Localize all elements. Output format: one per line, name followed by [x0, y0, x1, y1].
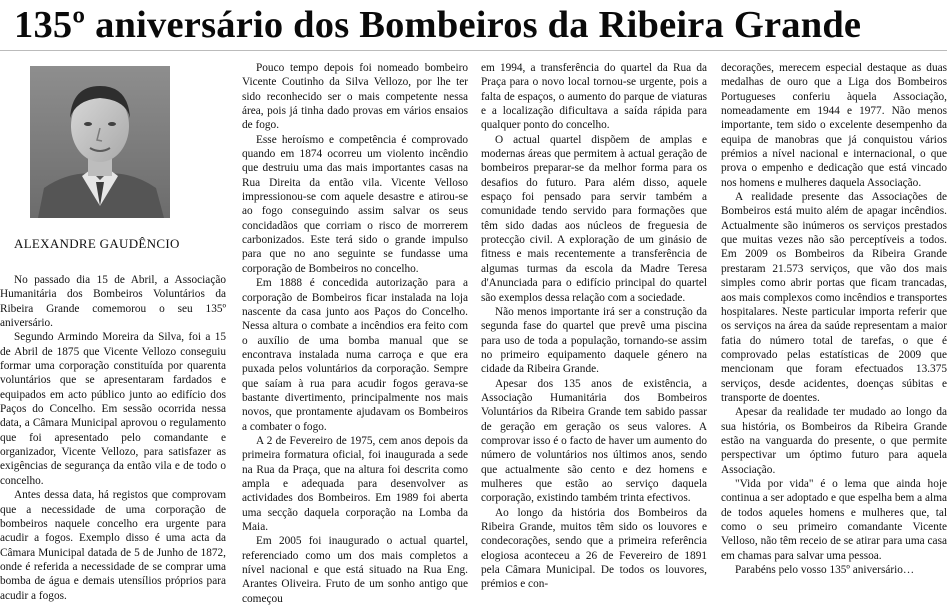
paragraph: No passado dia 15 de Abril, a Associação Humanitária dos Bombeiros Voluntários da Ribeira Grande comemorou o seu 135º aniversário.: [0, 274, 226, 330]
paragraph: Em 2005 foi inaugurado o actual quartel, referenciado como um dos mais completos a nível nacional e que está situado na Rua Eng. Arantes Oliveira. Fruto de um sonho antigo que começou: [242, 535, 468, 605]
paragraph: Apesar dos 135 anos de existência, a Associação Humanitária dos Bombeiros Voluntários da Ribeira Grande tem sabido passar de geração em geração os seus valores. A comprovar isso é o facto de haver um aumento do número de voluntários nos últimos anos, sendo que actualmente são cento e dez homens e mulheres que estão ao serviço daquela corporação, existindo também trinta efectivos.: [481, 377, 707, 505]
column-3: [481, 61, 707, 591]
title-divider: [0, 50, 947, 51]
author-photo: [30, 66, 170, 218]
paragraph: Segundo Armindo Moreira da Silva, foi a 15 de Abril de 1875 que Vicente Vellozo conseguiu formar uma corporação constituída por quarenta voluntários que se apresentaram fardados e equipados em acto público junto ao edifício dos Paços do Concelho. Em sessão ocorrida nessa data, a Câmara Municipal aprovou o regulamento que foi apresentado pelo comandante e organizador, Vicente Vellozo, para satisfazer as exigências de segurança da então vila e de todo o concelho.: [0, 331, 226, 487]
column-2: [242, 61, 468, 605]
paragraph: em 1994, a transferência do quartel da Rua da Praça para o novo local tornou-se urgente, pois a falta de espaços, o aumento do parque de viaturas e a localização dificultava a saída rápida para qualquer ponto do concelho.: [481, 62, 707, 132]
paragraph: A realidade presente das Associações de Bombeiros está muito além de apagar incêndios. Actualmente são inúmeros os serviços prestados que muitas vezes não são perceptíveis a todos. Em 2009 os Bombeiros da Ribeira Grande prestaram 21.573 serviços, que vão dos mais simples como abrir portas que ficam trancadas, aos mais complexos como incêndios e transportes hospitalares. Neste particular importa referir que os serviços na área da saúde representam a maior fatia do número total de tarefas, o que é comprovado pelas estatísticas de 2009 que mencionam que foram efectuados 13.375 serviços, desde acidentes, doenças súbitas e transporte de doentes.: [721, 191, 947, 404]
paragraph: decorações, merecem especial destaque as duas medalhas de ouro que a Liga dos Bombeiros Portugueses conferiu àquela Associação, nomeadamente em 1944 e 1977. Não menos importante, tem sido o excelente desempenho da equipa de manobras que já conquistou vários prémios a nível nacional e internacional, o que prova o empenho e dedicação que está vincado nos homens e mulheres daquela Associação.: [721, 62, 947, 189]
paragraph: A 2 de Fevereiro de 1975, cem anos depois da primeira formatura oficial, foi inaugurada a sede na Rua da Praça, que na altura foi descrita como ampla e adequada para desenvolver as actividades dos Bombeiros. Em 1989 foi aberta uma secção daquela corporação na Lomba da Maia.: [242, 434, 468, 533]
paragraph: O actual quartel dispõem de amplas e modernas áreas que permitem à actual geração de bombeiros preparar-se da melhor forma para os desafios do futuro. Para além disso, aquele espaço foi pensado para servir também a comunidade tendo servido para formações que têm sido dadas aos núcleos de freguesia de protecção civil. A exploração de um ginásio de fitness e mais recentemente a transferência de algumas turmas da escola da Madre Teresa d'Anunciada para o edifício principal do quartel são exemplos dessa relação com a sociedade.: [481, 133, 707, 304]
paragraph: Pouco tempo depois foi nomeado bombeiro Vicente Coutinho da Silva Vellozo, por lhe ter sido reconhecido ser o mais competente nessa área, pois já tinha dado provas em vários ensaios de fogo.: [242, 62, 468, 132]
column-4: [721, 61, 947, 591]
author-name: ALEXANDRE GAUDÊNCIO: [14, 236, 180, 251]
column-1: [0, 273, 226, 602]
portrait-image: [30, 66, 170, 218]
page-title: 135º aniversário dos Bombeiros da Ribeira Grande: [14, 4, 862, 46]
paragraph: Parabéns pelo vosso 135º aniversário…: [735, 564, 915, 577]
paragraph: Esse heroísmo e competência é comprovado quando em 1874 ocorreu um violento incêndio que destruiu uma das mais importantes casas na Rua Direita da então vila. Vicente Velloso impressionou-se com aquele desastre e atirou-se ao fogo conseguindo assim salvar os seus concidadãos que corriam o risco de morrerem carbonizados. Este terá sido o grande impulso para que no ano seguinte se fundasse uma corporação de Bombeiros no concelho.: [242, 133, 468, 275]
paragraph: Apesar da realidade ter mudado ao longo da sua história, os Bombeiros da Ribeira Grande estão na vanguarda do presente, o que permite perspectivar um óptimo futuro para aquela Associação.: [721, 406, 947, 476]
paragraph: Em 1888 é concedida autorização para a corporação de Bombeiros ficar instalada na loja nascente da casa junto aos Paços do Concelho. Nessa altura o combate a incêndios era feito com o auxílio de uma bomba manual que se encontrava instalada numa carroça e que era puxada pelos voluntários da corporação. Sempre que saíam à rua para acudir fogos gerava-se bastante divertimento, principalmente nos mais novos, que prontamente ajudavam os Bombeiros a combater o fogo.: [242, 277, 468, 433]
paragraph: "Vida por vida" é o lema que ainda hoje continua a ser adoptado e que espelha bem a alma de todos aqueles homens e mulheres que, tal como o seu primeiro comandante Vicente Velloso, não têm receio de se atirar para uma casa em chamas para salvar uma pessoa.: [721, 477, 947, 562]
paragraph: Ao longo da história dos Bombeiros da Ribeira Grande, muitos têm sido os louvores e condecorações, sendo que a primeira referência elogiosa aconteceu a 26 de Fevereiro de 1891 pela Câmara Municipal. De todos os louvores, prémios e con-: [481, 506, 707, 591]
paragraph: Antes dessa data, há registos que comprovam que a necessidade de uma corporação de bombeiros naquele concelho era urgente para acudir a fogos. Exemplo disso é uma acta da Câmara Municipal datada de 5 de Junho de 1872, onde é referida a necessidade de se comprar uma bomba de água e demais utensílios próprios para acudir a fogos.: [0, 489, 226, 602]
paragraph: Não menos importante irá ser a construção da segunda fase do quartel que prevê uma piscina para uso de toda a população, tornando-se assim no primeiro equipamento daquele género na cidade da Ribeira Grande.: [481, 305, 707, 376]
